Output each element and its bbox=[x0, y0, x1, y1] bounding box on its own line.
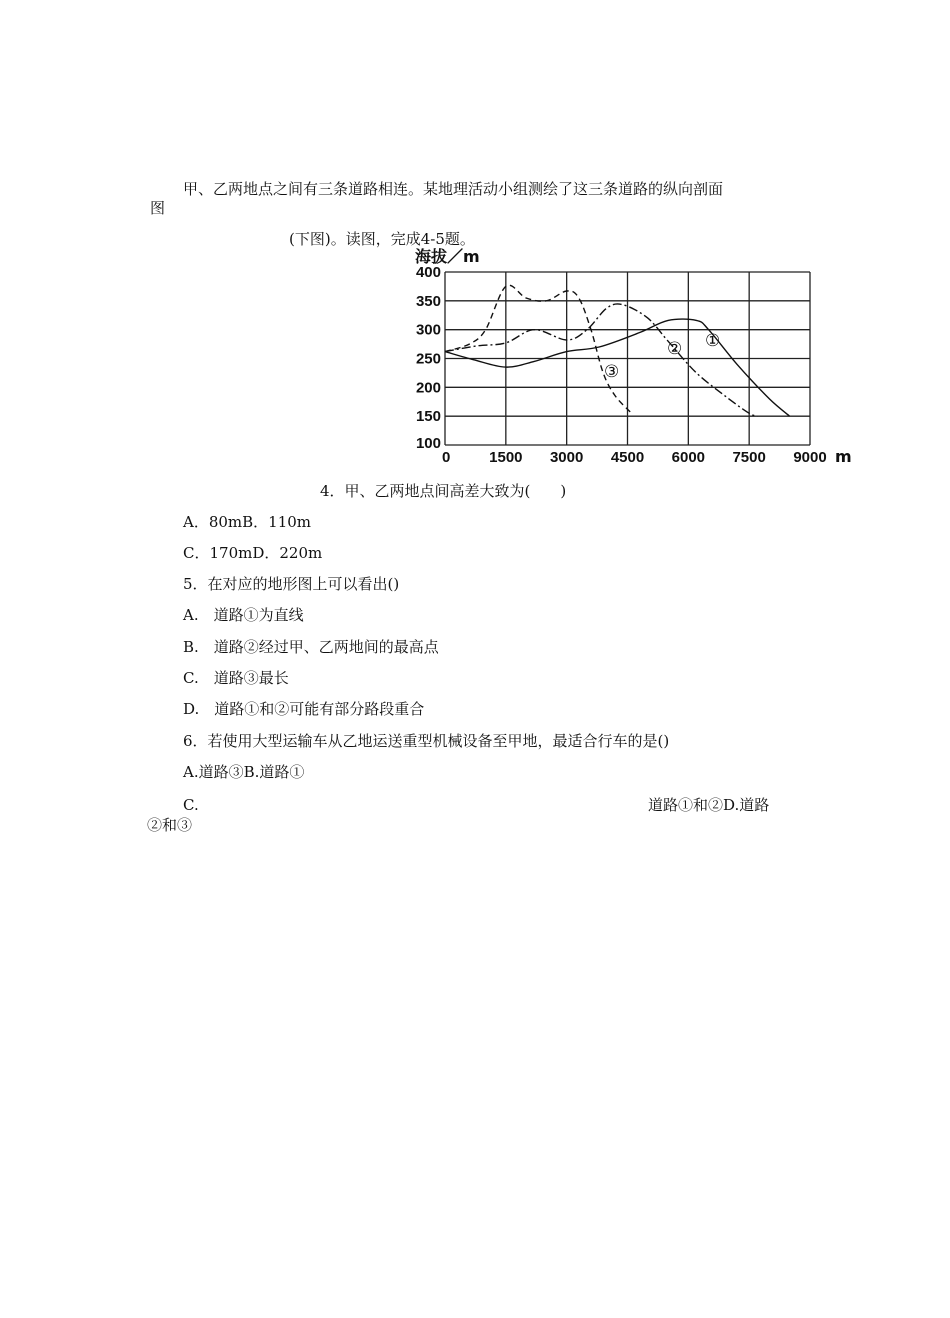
series-label-2: ② bbox=[667, 339, 683, 359]
y-tick-label: 200 bbox=[415, 379, 441, 397]
x-tick-label: 9000 bbox=[793, 449, 827, 466]
series-label-1: ① bbox=[705, 331, 721, 351]
question-4-options-ab: A．80mB．110m bbox=[183, 513, 312, 531]
series-label-3: ③ bbox=[604, 362, 620, 382]
x-tick-label: 4500 bbox=[610, 449, 645, 466]
question-6: 6．若使用大型运输车从乙地运送重型机械设备至甲地，最适合行车的是() bbox=[183, 732, 670, 750]
question-4: 4．甲、乙两地点间高差大致为( ) bbox=[320, 482, 567, 500]
question-6-options-tail: ②和③ bbox=[147, 816, 193, 834]
question-6-option-c-label: C. bbox=[183, 796, 199, 814]
elevation-profile-chart bbox=[405, 242, 855, 467]
y-tick-label: 400 bbox=[415, 264, 441, 281]
x-tick-label: 0 bbox=[442, 449, 451, 466]
x-tick-labels bbox=[442, 449, 827, 466]
question-6-options-cd: 道路①和②D.道路 bbox=[648, 796, 770, 814]
x-axis-unit: m bbox=[835, 447, 852, 466]
x-tick-label: 7500 bbox=[732, 449, 766, 466]
series-line-3 bbox=[445, 285, 632, 413]
intro-line-3: (下图)。读图，完成4-5题。 bbox=[289, 230, 475, 248]
y-axis-label: 海拔／m bbox=[415, 247, 480, 266]
y-tick-label: 250 bbox=[415, 350, 441, 368]
question-5: 5．在对应的地形图上可以看出() bbox=[183, 575, 400, 593]
y-tick-labels bbox=[416, 264, 441, 452]
intro-line-2: 图 bbox=[150, 199, 166, 217]
question-4-options-cd: C．170mD．220m bbox=[183, 544, 323, 562]
question-6-options-ab: A.道路③B.道路① bbox=[183, 763, 305, 781]
question-5-option-a: A. 道路①为直线 bbox=[183, 606, 304, 624]
chart-series bbox=[445, 285, 790, 416]
x-tick-label: 3000 bbox=[549, 449, 584, 466]
y-tick-label: 300 bbox=[415, 321, 441, 339]
question-5-option-c: C. 道路③最长 bbox=[183, 669, 289, 687]
y-tick-label: 150 bbox=[415, 408, 441, 426]
series-line-2 bbox=[445, 304, 757, 416]
intro-line-1: 甲、乙两地点之间有三条道路相连。某地理活动小组测绘了这三条道路的纵向剖面 bbox=[183, 180, 724, 198]
y-tick-label: 100 bbox=[415, 435, 441, 452]
question-5-option-b: B. 道路②经过甲、乙两地间的最高点 bbox=[183, 638, 439, 656]
x-tick-label: 1500 bbox=[489, 449, 523, 466]
question-5-option-d: D. 道路①和②可能有部分路段重合 bbox=[183, 700, 425, 718]
x-tick-label: 6000 bbox=[671, 449, 706, 466]
chart-grid bbox=[445, 272, 810, 445]
y-tick-label: 350 bbox=[415, 292, 441, 310]
